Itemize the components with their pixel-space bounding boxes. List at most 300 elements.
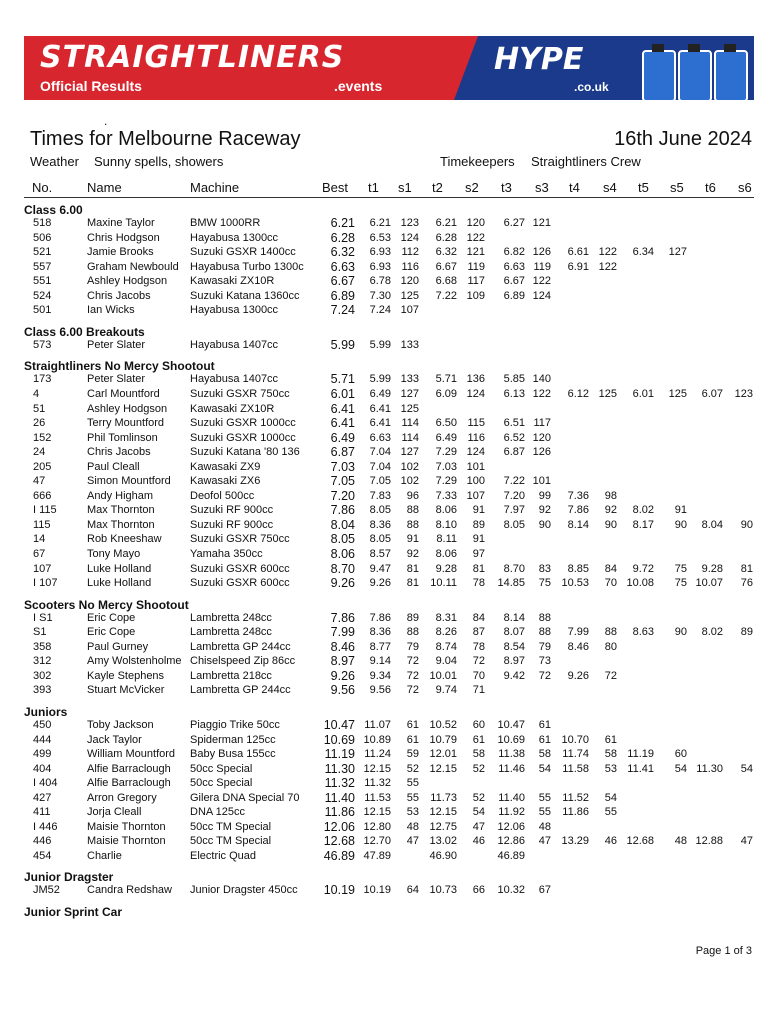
run-speed: 117	[533, 417, 551, 430]
best-time: 6.67	[330, 274, 355, 289]
rider-number: I 107	[33, 577, 58, 590]
column-header: s3	[535, 180, 549, 195]
rider-name: Andy Higham	[87, 489, 154, 502]
rider-name: Candra Redshaw	[87, 884, 172, 897]
column-header: No.	[32, 180, 53, 195]
run-speed: 100	[466, 475, 485, 488]
run-speed: 107	[466, 489, 485, 502]
run-speed: 92	[538, 504, 551, 517]
run-speed: 121	[466, 246, 485, 259]
class-heading: Class 6.00 Breakouts	[24, 324, 145, 339]
best-time: 7.03	[330, 459, 355, 474]
run-time: 7.29	[435, 446, 457, 459]
run-speed: 114	[401, 417, 419, 430]
run-speed: 122	[466, 231, 485, 244]
run-time: 7.97	[503, 504, 525, 517]
run-time: 6.93	[369, 260, 391, 273]
rider-number: I 446	[33, 820, 58, 833]
stray-dot: .	[104, 114, 108, 128]
rider-number: 450	[33, 718, 52, 731]
rider-name: Maxine Taylor	[87, 217, 155, 229]
class-heading: Class 6.00	[24, 203, 83, 217]
run-time: 10.08	[626, 577, 654, 590]
run-time: 10.73	[429, 884, 457, 897]
run-speed: 127	[400, 387, 419, 400]
rider-name: Peter Slater	[87, 373, 146, 386]
run-time: 12.86	[497, 835, 525, 848]
rider-name: Arron Gregory	[87, 791, 157, 804]
run-time: 9.04	[435, 655, 457, 668]
run-speed: 119	[533, 260, 551, 273]
run-time: 6.61	[567, 246, 589, 259]
rider-number: 358	[33, 640, 52, 653]
rider-number: 499	[33, 748, 52, 761]
class-heading: Scooters No Mercy Shootout	[24, 597, 189, 612]
run-time: 9.74	[435, 684, 457, 697]
run-speed: 70	[604, 577, 617, 590]
run-time: 11.24	[364, 748, 391, 761]
run-time: 8.46	[567, 640, 589, 653]
run-time: 8.77	[369, 640, 391, 653]
run-time: 7.29	[435, 475, 457, 488]
machine: Junior Dragster 450cc	[190, 884, 298, 897]
machine: Kawasaki ZX10R	[190, 275, 275, 288]
run-speed: 66	[472, 884, 485, 897]
run-speed: 55	[406, 777, 419, 790]
run-speed: 60	[472, 718, 485, 731]
run-time: 9.26	[369, 577, 391, 590]
run-time: 6.32	[435, 246, 457, 259]
run-time: 7.22	[503, 475, 525, 488]
run-time: 10.07	[695, 577, 723, 590]
run-time: 11.30	[696, 762, 723, 775]
best-time: 7.86	[330, 503, 355, 518]
run-speed: 126	[532, 446, 551, 459]
machine: Spiderman 125cc	[190, 733, 276, 746]
machine: Suzuki GSXR 600cc	[190, 577, 290, 590]
run-speed: 91	[406, 533, 419, 546]
run-time: 11.07	[364, 718, 391, 731]
machine: Piaggio Trike 50cc	[190, 718, 280, 731]
rider-number: 411	[33, 806, 51, 819]
run-speed: 124	[466, 446, 485, 459]
run-time: 11.19	[627, 748, 654, 761]
rider-name: Ian Wicks	[87, 304, 135, 317]
best-time: 11.40	[324, 790, 355, 805]
run-speed: 72	[406, 655, 419, 668]
run-speed: 90	[538, 518, 551, 531]
machine: Hayabusa 1300cc	[190, 304, 279, 317]
run-time: 10.19	[363, 884, 391, 897]
rider-name: Jack Taylor	[87, 733, 142, 746]
best-time: 7.86	[330, 610, 355, 625]
rider-number: 454	[33, 849, 52, 862]
rider-name: Jorja Cleall	[87, 806, 142, 819]
best-time: 6.41	[330, 416, 355, 431]
run-speed: 102	[400, 460, 419, 473]
run-speed: 81	[740, 562, 753, 575]
run-time: 6.50	[435, 417, 457, 430]
run-speed: 133	[400, 373, 419, 386]
column-header: t6	[705, 180, 716, 195]
run-speed: 59	[406, 748, 419, 761]
machine: 50cc TM Special	[190, 820, 272, 833]
event-date: 16th June 2024	[614, 128, 752, 150]
rider-name: Tony Mayo	[87, 548, 141, 560]
run-speed: 109	[466, 289, 485, 302]
run-speed: 72	[406, 684, 419, 697]
run-speed: 122	[598, 260, 617, 273]
rider-name: Carl Mountford	[87, 387, 160, 400]
run-time: 7.03	[435, 460, 457, 473]
rider-number: 446	[33, 835, 52, 848]
sponsor-domain: .co.uk	[574, 80, 609, 94]
machine: Suzuki Katana 1360cc	[190, 289, 300, 302]
machine: Suzuki GSXR 750cc	[190, 533, 290, 546]
rider-name: Chris Jacobs	[87, 446, 151, 459]
run-time: 8.63	[632, 626, 654, 639]
run-speed: 88	[406, 626, 419, 639]
run-speed: 78	[472, 640, 485, 653]
rider-name: Max Thornton	[87, 504, 155, 517]
run-time: 9.56	[369, 684, 391, 697]
rider-number: 115	[33, 518, 51, 531]
rider-name: Eric Cope	[87, 626, 136, 639]
machine: Suzuki GSXR 600cc	[190, 562, 290, 575]
best-time: 5.99	[330, 337, 355, 352]
run-time: 9.28	[701, 562, 723, 575]
rider-number: 24	[33, 446, 46, 459]
run-time: 6.63	[503, 260, 525, 273]
run-speed: 112	[401, 246, 419, 259]
machine: Lambretta 248cc	[190, 626, 272, 639]
run-time: 13.02	[429, 835, 457, 848]
rider-name: Graham Newbould	[87, 260, 179, 273]
best-time: 9.26	[330, 668, 355, 683]
rider-number: 302	[33, 669, 52, 682]
run-speed: 58	[472, 748, 485, 761]
run-speed: 76	[740, 577, 753, 590]
run-time: 7.20	[503, 489, 525, 502]
run-speed: 99	[538, 489, 551, 502]
column-header: s4	[603, 180, 617, 195]
run-speed: 47	[406, 835, 419, 848]
rider-name: Terry Mountford	[87, 417, 165, 430]
column-header: s6	[738, 180, 752, 195]
run-speed: 46	[604, 835, 617, 848]
run-speed: 127	[400, 446, 419, 459]
column-header: t1	[368, 180, 379, 195]
best-time: 46.89	[323, 848, 355, 863]
column-header: t3	[501, 180, 512, 195]
rider-name: Amy Wolstenholme	[87, 655, 182, 668]
best-time: 9.56	[330, 683, 355, 698]
rider-number: JM52	[33, 884, 60, 897]
best-time: 8.70	[330, 561, 355, 576]
run-time: 12.15	[429, 762, 457, 775]
run-speed: 55	[406, 791, 419, 804]
run-speed: 133	[400, 338, 419, 351]
run-time: 8.06	[435, 504, 457, 517]
run-speed: 92	[604, 504, 617, 517]
rider-name: Chris Jacobs	[87, 289, 151, 302]
best-time: 7.05	[330, 474, 355, 489]
run-speed: 90	[604, 518, 617, 531]
run-speed: 52	[472, 762, 485, 775]
run-speed: 83	[538, 562, 551, 575]
run-speed: 102	[400, 475, 419, 488]
run-speed: 54	[674, 762, 687, 775]
run-speed: 124	[400, 231, 419, 244]
run-time: 6.93	[369, 246, 391, 259]
weather-label: Weather	[30, 154, 79, 169]
rider-name: William Mountford	[87, 748, 176, 761]
run-time: 8.14	[567, 518, 589, 531]
rider-name: Luke Holland	[87, 562, 152, 575]
run-speed: 120	[466, 217, 485, 229]
run-speed: 122	[532, 275, 551, 288]
class-heading: Junior Dragster	[24, 870, 114, 885]
machine: 50cc Special	[190, 777, 253, 790]
rider-number: 521	[33, 246, 52, 259]
run-time: 8.36	[369, 518, 391, 531]
run-time: 11.92	[498, 806, 525, 819]
run-speed: 64	[406, 884, 419, 897]
run-speed: 101	[466, 460, 485, 473]
rider-number: 506	[33, 231, 52, 244]
run-speed: 72	[472, 655, 485, 668]
run-time: 6.87	[503, 446, 525, 459]
run-speed: 91	[674, 504, 687, 517]
run-time: 11.38	[498, 748, 525, 761]
machine: Hayabusa Turbo 1300c	[190, 260, 304, 273]
run-time: 12.15	[363, 762, 391, 775]
rider-name: Kayle Stephens	[87, 669, 165, 682]
run-speed: 125	[400, 402, 419, 415]
run-speed: 101	[532, 475, 551, 488]
run-time: 6.49	[435, 431, 457, 444]
sponsor-logo: HYPE	[494, 42, 584, 77]
run-speed: 96	[406, 489, 419, 502]
best-time: 6.32	[330, 245, 355, 260]
run-speed: 124	[466, 387, 485, 400]
column-header: s5	[670, 180, 684, 195]
rider-number: 518	[33, 217, 52, 229]
best-time: 8.46	[330, 639, 355, 654]
machine: Baby Busa 155cc	[190, 748, 276, 761]
run-time: 12.01	[429, 748, 457, 761]
run-speed: 125	[598, 387, 617, 400]
page-number: Page 1 of 3	[695, 945, 752, 957]
run-speed: 75	[674, 562, 687, 575]
run-speed: 88	[604, 626, 617, 639]
run-time: 7.30	[369, 289, 391, 302]
rider-name: Rob Kneeshaw	[87, 533, 162, 546]
run-time: 6.28	[435, 231, 457, 244]
run-time: 10.32	[497, 884, 525, 897]
run-time: 6.67	[435, 260, 457, 273]
banner-events: .events	[334, 78, 383, 94]
run-speed: 88	[406, 518, 419, 531]
machine: Kawasaki ZX10R	[190, 402, 275, 415]
run-time: 8.74	[435, 640, 457, 653]
rider-name: Chris Hodgson	[87, 231, 160, 244]
run-speed: 127	[668, 246, 687, 259]
best-time: 11.30	[324, 761, 355, 776]
machine: Suzuki RF 900cc	[190, 504, 274, 517]
run-time: 11.52	[562, 791, 589, 804]
rider-number: 107	[33, 562, 52, 575]
run-time: 12.06	[497, 820, 525, 833]
run-time: 9.72	[632, 562, 654, 575]
run-time: 6.53	[369, 231, 391, 244]
run-time: 47.89	[363, 849, 391, 862]
run-time: 6.12	[567, 387, 589, 400]
run-speed: 80	[604, 640, 617, 653]
run-speed: 119	[467, 260, 485, 273]
run-time: 8.02	[701, 626, 723, 639]
run-time: 11.41	[627, 762, 654, 775]
run-time: 8.02	[632, 504, 654, 517]
run-time: 11.53	[364, 791, 391, 804]
rider-name: Jamie Brooks	[87, 246, 154, 259]
brand-logo: STRAIGHTLINERS	[40, 40, 345, 75]
run-speed: 52	[472, 791, 485, 804]
run-speed: 81	[406, 577, 419, 590]
run-speed: 61	[406, 718, 419, 731]
run-time: 46.89	[497, 849, 525, 862]
machine: Suzuki Katana '80 136	[190, 446, 300, 459]
run-time: 6.41	[369, 402, 391, 415]
run-speed: 81	[472, 562, 485, 575]
run-speed: 61	[538, 733, 551, 746]
run-time: 10.11	[430, 577, 457, 590]
machine: Lambretta 218cc	[190, 669, 272, 682]
run-speed: 47	[472, 820, 485, 833]
rider-number: 524	[33, 289, 52, 302]
rider-number: 26	[33, 417, 46, 430]
machine: Chiselspeed Zip 86cc	[190, 655, 296, 668]
run-speed: 61	[472, 733, 485, 746]
column-header: Name	[87, 180, 122, 195]
rider-number: 404	[33, 762, 52, 775]
best-time: 10.19	[323, 883, 355, 898]
rider-name: Charlie	[87, 849, 122, 862]
column-header: s1	[398, 180, 412, 195]
run-speed: 61	[538, 718, 551, 731]
rider-name: Phil Tomlinson	[87, 431, 158, 444]
best-time: 8.06	[330, 547, 355, 561]
run-speed: 72	[406, 669, 419, 682]
run-speed: 84	[604, 562, 617, 575]
run-speed: 84	[472, 611, 485, 624]
rider-number: 312	[33, 655, 52, 668]
best-time: 6.49	[330, 430, 355, 445]
run-speed: 89	[740, 626, 753, 639]
run-speed: 72	[538, 669, 551, 682]
rider-number: 51	[33, 402, 46, 415]
run-time: 7.36	[567, 489, 589, 502]
run-speed: 88	[538, 611, 551, 624]
class-heading: Junior Sprint Car	[24, 905, 123, 919]
run-time: 9.34	[369, 669, 391, 682]
run-speed: 61	[406, 733, 419, 746]
run-speed: 61	[604, 733, 617, 746]
run-speed: 89	[406, 611, 419, 624]
run-time: 6.63	[369, 431, 391, 444]
best-time: 6.21	[330, 216, 355, 230]
run-time: 6.89	[503, 289, 525, 302]
column-header: Machine	[190, 180, 240, 195]
column-header: t5	[638, 180, 649, 195]
page-title: Times for Melbourne Raceway	[30, 128, 301, 150]
rider-name: Toby Jackson	[87, 718, 154, 731]
machine: Hayabusa 1407cc	[190, 338, 279, 351]
run-time: 6.91	[567, 260, 589, 273]
run-speed: 75	[538, 577, 551, 590]
rider-number: 427	[33, 791, 52, 804]
run-speed: 48	[406, 820, 419, 833]
run-time: 12.75	[429, 820, 457, 833]
run-speed: 91	[472, 533, 485, 546]
run-time: 7.83	[369, 489, 391, 502]
run-time: 10.01	[429, 669, 457, 682]
machine: Hayabusa 1300cc	[190, 231, 279, 244]
run-speed: 53	[406, 806, 419, 819]
run-time: 6.78	[369, 275, 391, 288]
machine: Suzuki GSXR 1000cc	[190, 417, 296, 430]
rider-number: 557	[33, 260, 52, 273]
run-speed: 73	[538, 655, 551, 668]
run-speed: 55	[538, 791, 551, 804]
machine: Kawasaki ZX9	[190, 460, 261, 473]
rider-number: I 404	[33, 777, 58, 790]
run-speed: 46	[472, 835, 485, 848]
run-time: 8.26	[435, 626, 457, 639]
run-time: 6.49	[369, 387, 391, 400]
run-speed: 125	[668, 387, 687, 400]
class-heading: Straightliners No Mercy Shootout	[24, 359, 215, 374]
run-time: 5.99	[369, 373, 391, 386]
rider-name: Eric Cope	[87, 611, 136, 624]
run-time: 6.52	[503, 431, 525, 444]
run-speed: 58	[604, 748, 617, 761]
best-time: 10.47	[323, 717, 355, 732]
run-speed: 117	[467, 275, 485, 288]
best-time: 7.24	[330, 303, 355, 318]
machine: 50cc Special	[190, 762, 253, 775]
rider-name: Peter Slater	[87, 338, 146, 351]
rider-name: Ashley Hodgson	[87, 275, 168, 288]
run-speed: 79	[406, 640, 419, 653]
header-banner	[24, 36, 754, 100]
rider-name: Alfie Barraclough	[87, 777, 171, 790]
run-time: 14.85	[497, 577, 525, 590]
run-speed: 114	[401, 431, 419, 444]
run-speed: 90	[740, 518, 753, 531]
run-time: 6.41	[369, 417, 391, 430]
run-time: 11.86	[562, 806, 589, 819]
best-time: 6.01	[330, 386, 355, 401]
run-speed: 71	[472, 684, 485, 697]
machine: DNA 125cc	[190, 806, 246, 819]
run-time: 8.07	[503, 626, 525, 639]
run-time: 12.70	[363, 835, 391, 848]
column-header: t2	[432, 180, 443, 195]
run-time: 11.46	[498, 762, 525, 775]
run-time: 5.71	[435, 373, 457, 386]
run-speed: 107	[400, 304, 419, 317]
